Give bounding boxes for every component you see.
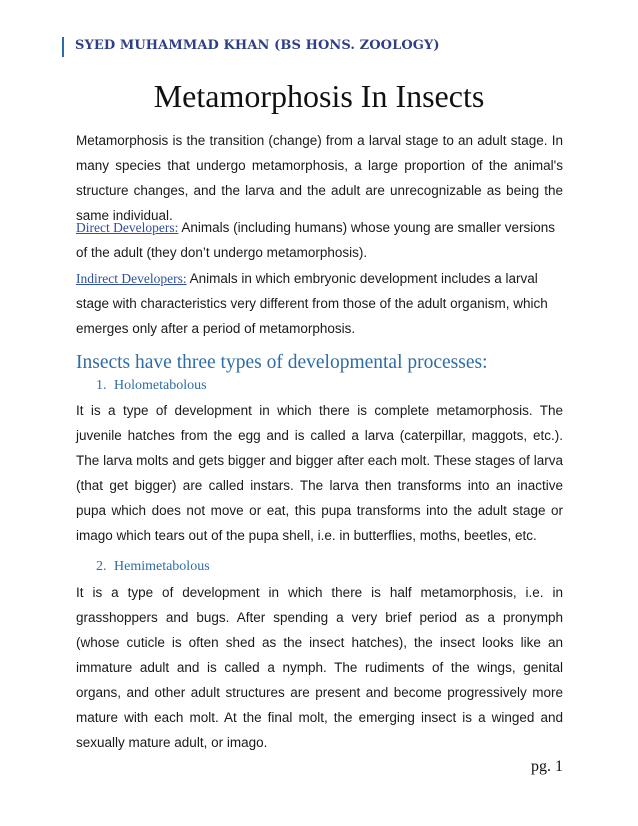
direct-developers-paragraph <box>76 215 563 265</box>
list-number: 1. <box>96 378 107 393</box>
indirect-developers-paragraph <box>76 266 563 341</box>
list-item-name: Hemimetabolous <box>114 559 210 574</box>
page-number: pg. 1 <box>531 758 563 775</box>
section-heading: Insects have three types of developmental processes: <box>76 352 488 373</box>
direct-developers-term: Direct Developers: <box>76 220 179 235</box>
list-item-hemimetabolous <box>96 559 210 575</box>
list-item-name: Holometabolous <box>114 378 207 393</box>
indirect-developers-term: Indirect Developers: <box>76 271 187 286</box>
holometabolous-paragraph: It is a type of development in which there is complete metamorphosis. The juvenile hatches from the egg and is called a larva (caterpillar, maggots, etc.). The larva molts and gets bigger and bigger after each molt. These stages of larva (that get bigger) are called instars. The larva then transforms into an inactive pupa which does not move or eat, this pupa transforms into the adult stage or imago which tears out of the pupa shell, i.e. in butterflies, moths, beetles, etc. <box>76 403 563 543</box>
header-author: SYED MUHAMMAD KHAN (BS HONS. ZOOLOGY) <box>75 38 440 53</box>
indirect-developers-text: Animals in which embryonic development includes a larval stage with characteristics very different from those of the adult organism, which emerges only after a period of metamorphosis. <box>76 271 548 336</box>
list-number: 2. <box>96 559 107 574</box>
header-accent-bar <box>62 37 64 57</box>
page-title: Metamorphosis In Insects <box>153 78 485 114</box>
hemimetabolous-paragraph: It is a type of development in which there is half metamorphosis, i.e. in grasshoppers and bugs. After spending a very brief period as a pronymph (whose cuticle is often shed as the insect hatches), the insect looks like an immature adult and is called a nymph. The rudiments of the wings, genital organs, and other adult structures are present and become progressively more mature with each molt. At the final molt, the emerging insect is a winged and sexually mature adult, or imago. <box>76 585 563 750</box>
list-item-holometabolous <box>96 378 207 394</box>
intro-paragraph: Metamorphosis is the transition (change) from a larval stage to an adult stage. In many species that undergo metamorphosis, a large proportion of the animal's structure changes, and the larva and the adult are unrecognizable as being the same individual. <box>76 133 563 223</box>
direct-developers-text: Animals (including humans) whose young are smaller versions of the adult (they don’t undergo metamorphosis). <box>76 220 556 260</box>
